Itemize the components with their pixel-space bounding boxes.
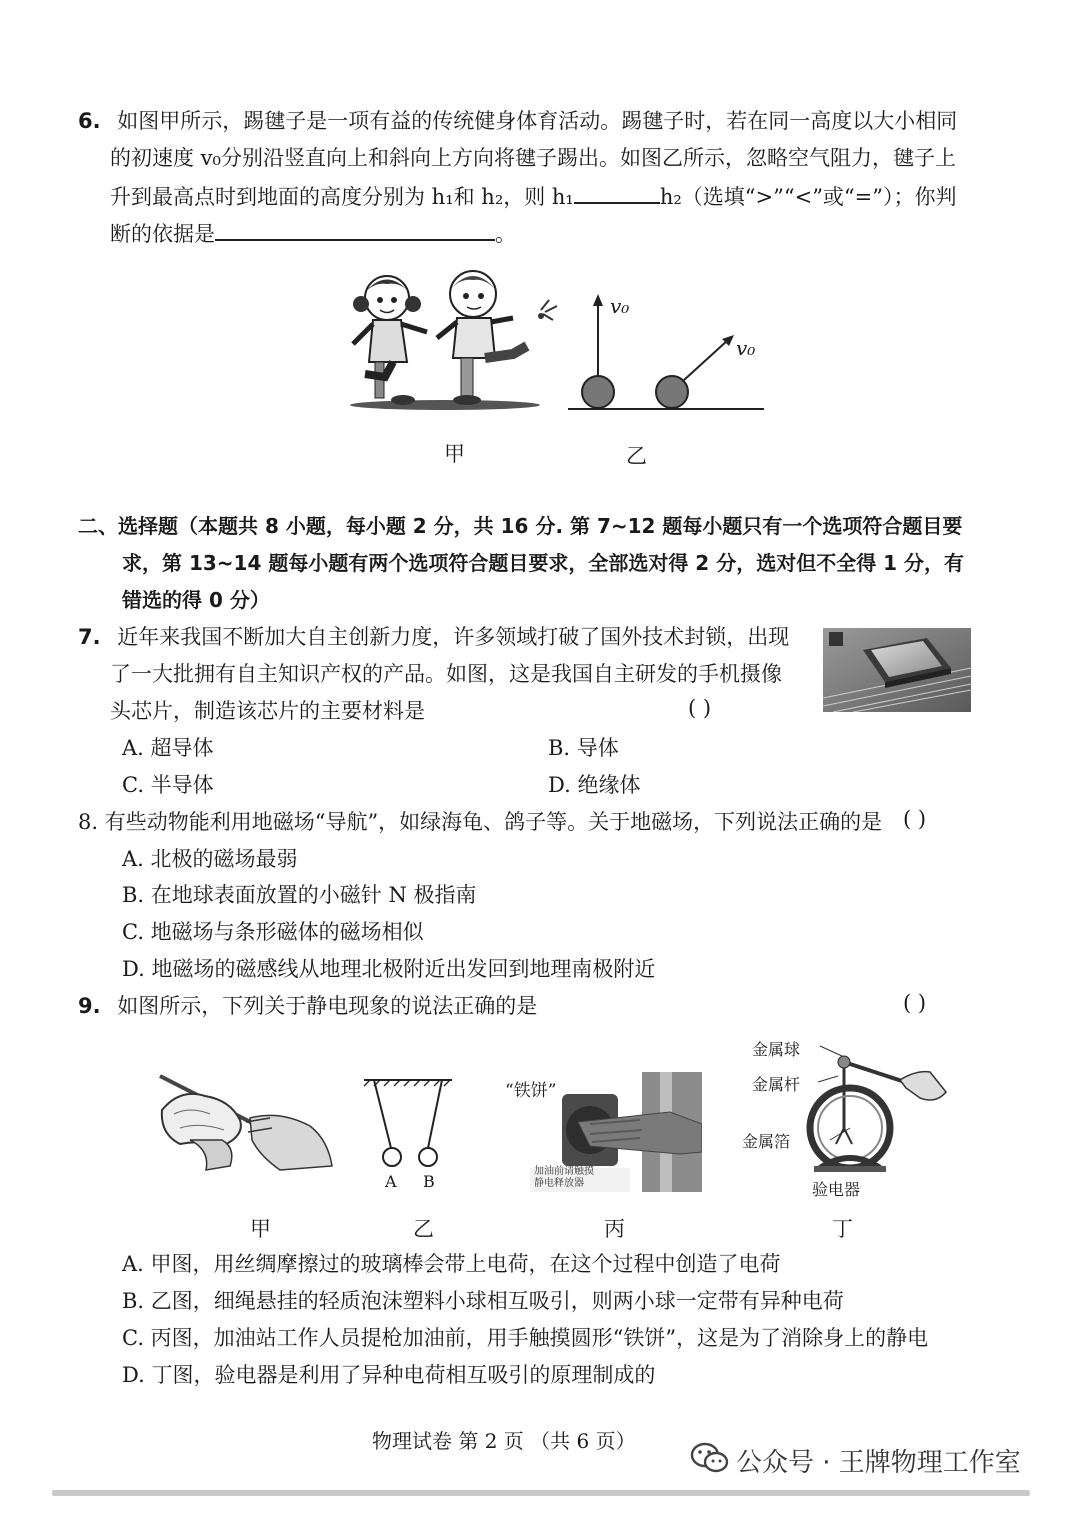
shuttlecock-ball-2 <box>656 376 688 408</box>
q6-answer-blank-1[interactable] <box>574 180 660 204</box>
q6-number: 6. <box>78 109 101 133</box>
wechat-icon <box>690 1441 730 1475</box>
q7-option-d[interactable]: D. 绝缘体 <box>548 773 641 797</box>
caption-q9-ding: 丁 <box>832 1217 853 1241</box>
q9-option-c[interactable]: C. 丙图，加油站工作人员提枪加油前，用手触摸圆形“铁饼”，这是为了消除身上的静电 <box>122 1326 929 1350</box>
section2-heading-3: 错选的得 0 分） <box>122 588 270 612</box>
q6-line2: 的初速度 v₀分别沿竖直向上和斜向上方向将毽子踢出。如图乙所示，忽略空气阻力，毽子上 <box>110 146 956 170</box>
q6-text-1: 如图甲所示，踢毽子是一项有益的传统健身体育活动。踢毽子时，若在同一高度以大小相同 <box>117 109 958 133</box>
q6-line1 <box>78 106 957 136</box>
ball-b-label: B <box>423 1172 435 1191</box>
section2-heading-2: 求，第 13~14 题每小题有两个选项符合题目要求，全部选对得 2 分，选对但不全得 1 分，有 <box>122 551 965 575</box>
q8-option-c[interactable]: C. 地磁场与条形磁体的磁场相似 <box>122 920 424 944</box>
q8-answer-paren[interactable]: ( ) <box>903 807 927 831</box>
q7-line3: 头芯片，制造该芯片的主要材料是 <box>110 699 425 723</box>
figure-electroscope <box>760 1040 952 1176</box>
q9-option-d[interactable]: D. 丁图，验电器是利用了异种电荷相互吸引的原理制成的 <box>122 1363 656 1387</box>
figure-kids-kicking <box>345 262 570 412</box>
shuttlecock-ball-1 <box>582 376 614 408</box>
ball-b <box>419 1148 437 1166</box>
q6-text-3a: 升到最高点时到地面的高度分别为 h₁和 h₂，则 h₁ <box>110 185 574 209</box>
v0-label-vertical: v₀ <box>610 294 630 318</box>
figure-chip-photo <box>823 628 971 712</box>
q7-line2: 了一大批拥有自主知识产权的产品。如图，这是我国自主研发的手机摄像 <box>110 662 782 686</box>
q7-option-b[interactable]: B. 导体 <box>548 736 619 760</box>
v0-label-diagonal: v₀ <box>736 336 756 360</box>
q7-number: 7. <box>78 625 101 649</box>
figure-hanging-balls <box>360 1076 456 1192</box>
q6-text-3b: h₂（选填“>”“<”或“=”）；你判 <box>659 185 957 209</box>
metal-foil-label: 金属箔 <box>742 1132 791 1151</box>
caption-q9-bing: 丙 <box>604 1217 625 1241</box>
caption-yi: 乙 <box>626 444 647 468</box>
q6-text-4b: 。 <box>495 222 516 246</box>
q7-line1 <box>78 622 789 652</box>
figure-glass-rod-silk <box>150 1070 335 1178</box>
electroscope-label: 验电器 <box>812 1180 861 1199</box>
q9-option-a[interactable]: A. 甲图，用丝绸摩擦过的玻璃棒会带上电荷，在这个过程中创造了电荷 <box>122 1252 781 1276</box>
q6-line3 <box>110 180 957 212</box>
q9-number: 9. <box>78 994 101 1018</box>
static-release-sign: 加油前请触摸静电释放器 <box>534 1166 594 1189</box>
q6-line4 <box>110 217 516 249</box>
q7-text-1: 近年来我国不断加大自主创新力度，许多领域打破了国外技术封锁，出现 <box>117 625 790 649</box>
ball-a-label: A <box>385 1172 397 1191</box>
caption-jia: 甲 <box>444 442 465 466</box>
q7-option-a[interactable]: A. 超导体 <box>122 736 214 760</box>
bottom-divider <box>52 1490 1030 1496</box>
q9-stem: 如图所示，下列关于静电现象的说法正确的是 <box>117 994 538 1018</box>
q6-text-4a: 断的依据是 <box>110 222 215 246</box>
q8-option-d[interactable]: D. 地磁场的磁感线从地理北极附近出发回到地理南极附近 <box>122 957 656 981</box>
tiebing-label: “铁饼” <box>505 1081 557 1101</box>
diagonal-arrow <box>684 340 728 380</box>
q9-option-b[interactable]: B. 乙图，细绳悬挂的轻质泡沫塑料小球相互吸引，则两小球一定带有异种电荷 <box>122 1289 844 1313</box>
q8-option-a[interactable]: A. 北极的磁场最弱 <box>122 847 298 871</box>
q8-stem: 8. 有些动物能利用地磁场“导航”，如绿海龟、鸽子等。关于地磁场，下列说法正确的是 <box>78 810 883 834</box>
caption-q9-jia: 甲 <box>250 1217 271 1241</box>
q7-option-c[interactable]: C. 半导体 <box>122 773 214 797</box>
section2-heading-1: 二、选择题（本题共 8 小题，每小题 2 分，共 16 分. 第 7~12 题每小题只有一个选项符合题目要 <box>78 514 963 538</box>
page-footer: 物理试卷 第 2 页 （共 6 页） <box>372 1429 636 1453</box>
ball-a <box>383 1148 401 1166</box>
watermark-text: 公众号 · 王牌物理工作室 <box>736 1448 1021 1478</box>
caption-q9-yi: 乙 <box>413 1217 434 1241</box>
q8-option-b[interactable]: B. 在地球表面放置的小磁针 N 极指南 <box>122 883 477 907</box>
q9-answer-paren[interactable]: ( ) <box>903 991 927 1015</box>
q7-answer-paren[interactable]: ( ) <box>688 696 712 720</box>
q9-line1 <box>78 991 537 1021</box>
q6-answer-blank-2[interactable] <box>215 217 495 241</box>
metal-rod-label: 金属杆 <box>752 1075 801 1094</box>
metal-ball-label: 金属球 <box>752 1040 801 1059</box>
